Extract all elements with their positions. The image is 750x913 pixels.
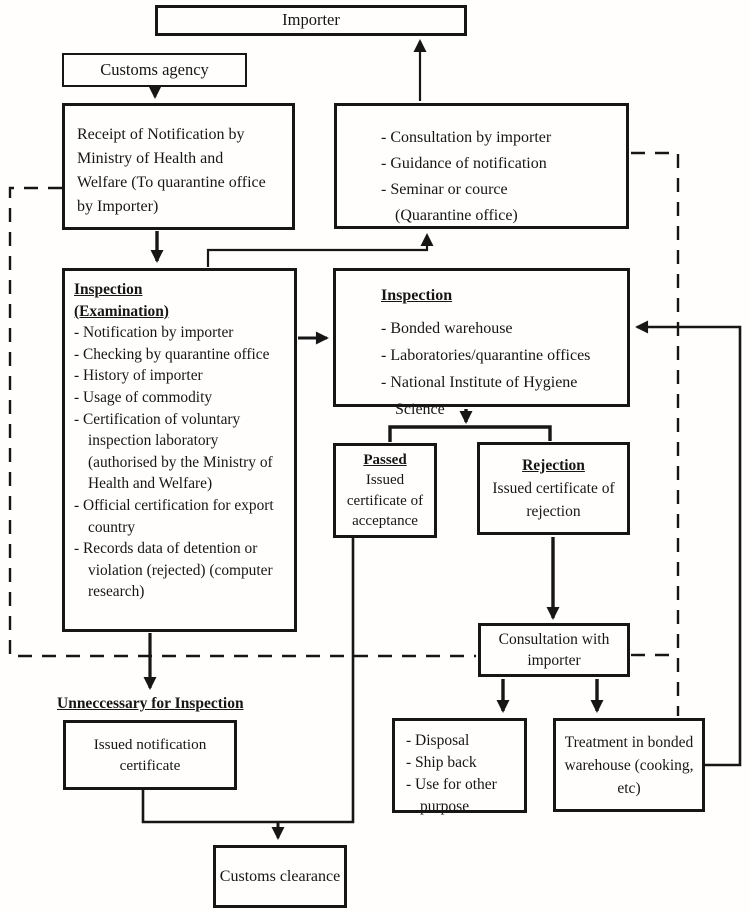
passed-box	[333, 443, 437, 538]
unnecessary-for-inspection-label: Unneccessary for Inspection	[57, 695, 244, 712]
examination-item: - Certification of voluntary inspection laboratory (authorised by the Ministry of Health and Welfare)	[74, 410, 273, 493]
guidance-item: - Seminar or cource	[381, 181, 508, 198]
passed-text: Issued certificate of acceptance	[346, 472, 424, 529]
disposal-item: - Use for other purpose	[406, 776, 497, 815]
guidance-item-continued: (Quarantine office)	[395, 207, 518, 224]
passed-title: Passed	[363, 451, 407, 468]
examination-item: - History of importer	[74, 367, 203, 385]
examination-box	[62, 268, 297, 632]
examination-item: - Checking by quarantine office	[74, 345, 270, 363]
customs-agency-box	[62, 53, 247, 87]
inspection-item: - Laboratories/quarantine offices	[381, 347, 591, 364]
customs-agency-label: Customs agency	[100, 59, 209, 79]
consultation-text: Consultation with importer	[498, 631, 610, 669]
disposal-item: - Disposal	[406, 732, 470, 749]
split-bar-to-passed-rejection	[390, 427, 550, 442]
examination-item: - Official certification for export country	[74, 496, 274, 536]
treatment-text: Treatment in bonded warehouse (cooking, etc)	[564, 733, 694, 797]
arrow-treatment-loop-to-inspection	[637, 327, 740, 765]
guidance-item: - Guidance of notification	[381, 155, 547, 172]
examination-item: - Notification by importer	[74, 324, 234, 342]
rejection-title: Rejection	[522, 457, 585, 474]
examination-item: - Records data of detention or violation (rejected) (computer research)	[74, 540, 273, 601]
examination-item: - Usage of commodity	[74, 388, 213, 406]
guidance-box	[334, 103, 629, 229]
inspection-item: - Bonded warehouse	[381, 320, 513, 337]
importer-label: Importer	[282, 10, 340, 30]
receipt-text: Receipt of Notification by Ministry of Health and Welfare (To quarantine office by Importer)	[77, 126, 266, 215]
importer-box	[155, 5, 467, 36]
issued-notification-certificate-box	[63, 720, 237, 790]
dashed-guidance-to-treatment	[631, 153, 678, 716]
examination-title: Inspection	[74, 281, 143, 298]
rejection-box	[477, 442, 630, 535]
rejection-text: Issued certificate of rejection	[492, 480, 615, 520]
arrow-examination-to-guidance	[208, 235, 427, 267]
guidance-item: - Consultation by importer	[381, 129, 552, 146]
customs-clearance-box	[213, 845, 347, 908]
treatment-box	[553, 718, 705, 812]
examination-subtitle: (Examination)	[74, 302, 169, 320]
consultation-with-importer-box	[478, 623, 630, 677]
disposal-box	[392, 718, 527, 813]
inspection-title: Inspection	[381, 287, 453, 304]
disposal-item: - Ship back	[406, 754, 477, 771]
issued-notification-text: Issued notification certificate	[93, 736, 207, 774]
inspection-box	[333, 268, 630, 418]
customs-clearance-text: Customs clearance	[219, 868, 341, 885]
receipt-of-notification-box	[62, 103, 295, 230]
inspection-item: - National Institute of Hygiene Science	[381, 374, 578, 418]
